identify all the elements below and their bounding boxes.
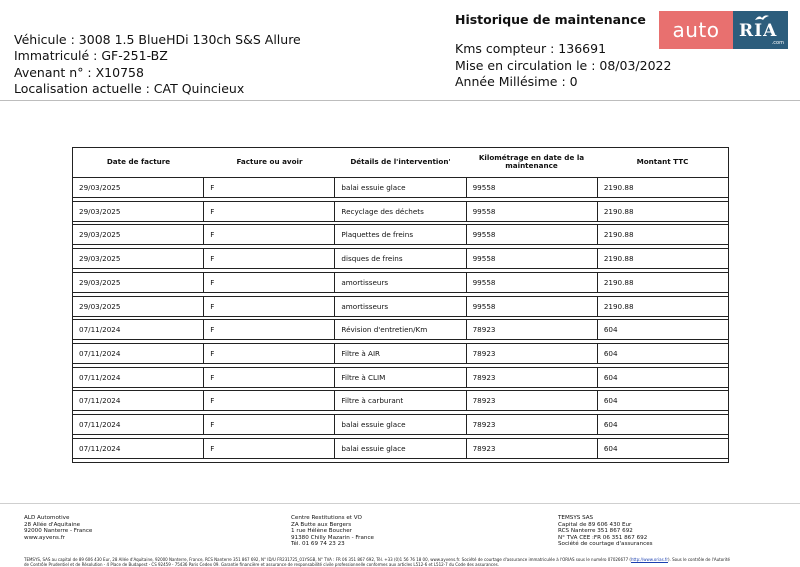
cell-amount: 604 [597, 415, 728, 434]
cell-details: amortisseurs [334, 273, 465, 292]
cell-type: F [203, 178, 334, 197]
vehicle-location: Localisation actuelle : CAT Quincieux [14, 80, 245, 96]
table-row [73, 343, 728, 364]
cell-details: Filtre à carburant [334, 391, 465, 410]
footer-company-name: ALD Automotive [24, 515, 70, 521]
cell-mileage: 99558 [466, 297, 597, 316]
footer-center-name: Centre Restitutions et VO [291, 515, 362, 521]
footer-temsys-rcs: RCS Nanterre 351 867 692 [558, 528, 633, 535]
maintenance-table [72, 147, 729, 463]
cell-date: 07/11/2024 [79, 372, 121, 382]
footer-temsys-name: TEMSYS SAS [558, 515, 594, 521]
header-mileage: Kilométrage en date de la maintenance [478, 153, 585, 170]
legal-text-1-end: ). Sous le contrôle de l'Autorité [668, 557, 730, 562]
cell-mileage: 99558 [466, 273, 597, 292]
autoria-logo [659, 11, 788, 49]
cell-details: balai essuie glace [334, 439, 465, 458]
logo-com-text: .com [771, 40, 784, 46]
cell-amount: 2190.88 [597, 225, 728, 244]
legal-text-1: TEMSYS, SAS au capital de 89 606 430 Eur, 28 Allée d'Aquitaine, 92000 Nanterre, France, RCS Nanterre 351 867 692, N° ID/U FR231725_01YSGB, N° TVA : FR 06 351 867 692, Tél. +33 (0)1 56 76 18 00, www.ayvens.fr. Société de courtage d'assurance immatriculée à l'ORIAS sous le numéro 07026677 ( [24, 557, 631, 562]
cell-type: F [203, 297, 334, 316]
cell-mileage: 78923 [466, 368, 597, 387]
cell-date: 07/11/2024 [79, 348, 121, 358]
footer-temsys [558, 515, 653, 548]
table-row [73, 224, 728, 245]
cell-mileage: 99558 [466, 202, 597, 221]
cell-details: amortisseurs [334, 297, 465, 316]
footer-company-street: 28 Allée d'Aquitaine [24, 521, 81, 528]
cell-date: 07/11/2024 [79, 396, 121, 406]
cell-details: Recyclage des déchets [334, 202, 465, 221]
vehicle-plate: Immatriculé : GF-251-BZ [14, 48, 168, 64]
cell-type: F [203, 344, 334, 363]
cell-amount: 604 [597, 368, 728, 387]
cell-type: F [203, 225, 334, 244]
footer-company-city: 92000 Nanterre - France [24, 528, 93, 535]
cell-details: Filtre à CLIM [334, 368, 465, 387]
cell-amount: 604 [597, 439, 728, 458]
cell-details: Révision d'entretien/Km [334, 320, 465, 339]
cell-amount: 604 [597, 391, 728, 410]
header-details: Détails de l'intervention' [350, 157, 451, 166]
cell-date: 29/03/2025 [79, 206, 121, 216]
cell-type: F [203, 439, 334, 458]
table-row [73, 201, 728, 222]
cell-type: F [203, 202, 334, 221]
header-date: Date de facture [106, 157, 171, 166]
table-row [73, 296, 728, 317]
footer-divider [0, 503, 800, 504]
footer-temsys-tva: N° TVA CEE :FR 06 351 867 692 [558, 534, 648, 541]
cell-type: F [203, 415, 334, 434]
cell-date: 29/03/2025 [79, 183, 121, 192]
cell-mileage: 78923 [466, 320, 597, 339]
logo-ria-block [733, 11, 788, 49]
cell-type: F [203, 273, 334, 292]
cell-amount: 2190.88 [597, 178, 728, 197]
orias-link[interactable]: http://www.orias.fr [630, 557, 668, 562]
header-amount: Montant TTC [636, 157, 689, 166]
cell-date: 29/03/2025 [79, 301, 121, 311]
cell-amount: 2190.88 [597, 297, 728, 316]
cell-amount: 2190.88 [597, 249, 728, 268]
cell-date: 07/11/2024 [79, 443, 121, 453]
footer-center [291, 515, 374, 548]
logo-auto-text: auto [659, 11, 733, 49]
maintenance-summary [455, 12, 671, 90]
cell-date: 29/03/2025 [79, 254, 121, 264]
cell-details: balai essuie glace [334, 178, 465, 197]
table-header [73, 148, 728, 176]
footer-center-phone: Tél. 01 69 74 23 23 [291, 541, 345, 548]
cell-details: Filtre à AIR [334, 344, 465, 363]
cell-details: disques de freins [334, 249, 465, 268]
cell-date: 29/03/2025 [79, 230, 121, 240]
cell-date: 07/11/2024 [79, 420, 121, 429]
table-row [73, 319, 728, 340]
table-row [73, 390, 728, 411]
first-registration: Mise en circulation le : 08/03/2022 [455, 57, 672, 73]
model-year: Année Millésime : 0 [455, 73, 578, 89]
footer-center-zone: ZA Butte aux Bergers [291, 521, 352, 528]
cell-amount: 604 [597, 344, 728, 363]
header-type: Facture ou avoir [236, 157, 303, 166]
footer-company-website: www.ayvens.fr [24, 534, 65, 541]
cell-type: F [203, 368, 334, 387]
legal-line-2: de Contrôle Prudentiel et de Résolution - 4 Place de Budapest - CS 92459 - 75436 Paris Cedex 09. Garantie financière et assurance de responsabilité civile professionnelle conformes aux articles L512-6 et L512-7 du Code des assurances. [24, 562, 499, 567]
table-row [73, 248, 728, 269]
table-row [73, 367, 728, 388]
cell-details: balai essuie glace [334, 415, 465, 434]
logo-ria-text: RIA [739, 21, 778, 41]
legal-notice [24, 557, 784, 567]
odometer: Kms compteur : 136691 [455, 41, 607, 57]
footer-company [24, 515, 92, 541]
cell-mileage: 78923 [466, 415, 597, 434]
maintenance-title: Historique de maintenance [455, 12, 646, 27]
cell-type: F [203, 249, 334, 268]
vehicle-info [14, 32, 301, 97]
header-divider [0, 100, 800, 101]
cell-mileage: 78923 [466, 439, 597, 458]
cell-date: 29/03/2025 [79, 277, 121, 287]
table-row [73, 177, 728, 198]
cell-type: F [203, 320, 334, 339]
cell-amount: 604 [597, 320, 728, 339]
vehicle-avenant: Avenant n° : X10758 [14, 64, 144, 80]
footer-temsys-capital: Capital de 89 606 430 Eur [558, 521, 632, 528]
footer-center-street: 1 rue Hélène Boucher [291, 528, 352, 535]
cell-mileage: 78923 [466, 391, 597, 410]
vehicle-model: Véhicule : 3008 1.5 BlueHDi 130ch S&S Allure [14, 32, 301, 47]
cell-amount: 2190.88 [597, 202, 728, 221]
cell-type: F [203, 391, 334, 410]
cell-mileage: 99558 [466, 225, 597, 244]
cell-mileage: 78923 [466, 344, 597, 363]
footer-center-city: 91380 Chilly Mazarin - France [291, 534, 374, 541]
footer-temsys-activity: Société de courtage d'assurances [558, 541, 653, 548]
table-row [73, 414, 728, 435]
cell-mileage: 99558 [466, 249, 597, 268]
cell-date: 07/11/2024 [79, 325, 121, 335]
cell-details: Plaquettes de freins [334, 225, 465, 244]
cell-amount: 2190.88 [597, 273, 728, 292]
table-row [73, 438, 728, 459]
table-row [73, 272, 728, 293]
cell-mileage: 99558 [466, 178, 597, 197]
